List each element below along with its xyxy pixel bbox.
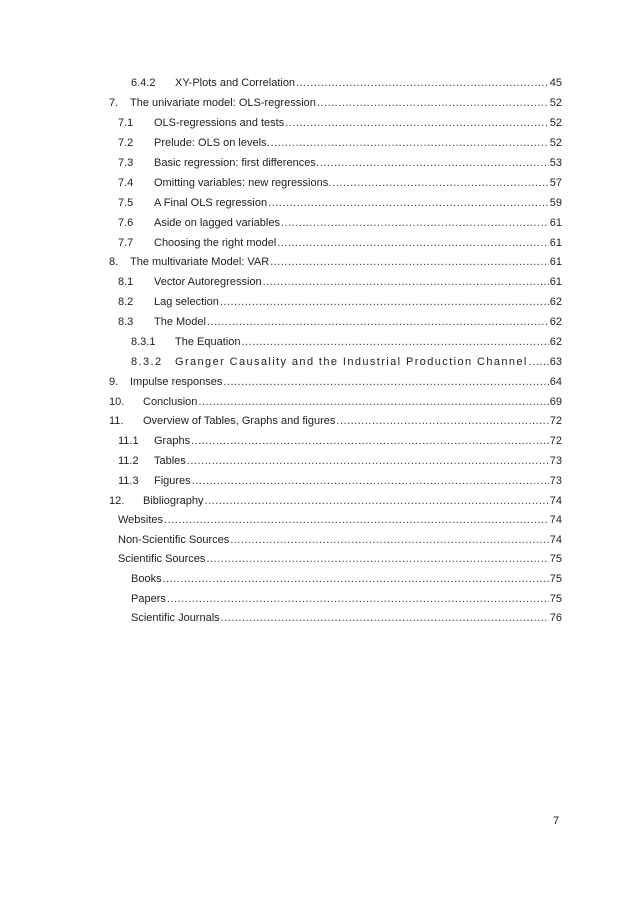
- toc-entry-page: 61: [549, 276, 562, 288]
- toc-entry-number: 7.1: [118, 117, 134, 129]
- toc-entry-page: 61: [549, 217, 562, 229]
- toc-entry-title: Vector Autoregression: [154, 276, 262, 288]
- toc-entry-title: The Model: [154, 316, 206, 328]
- toc-entry-number: 8.2: [118, 296, 134, 308]
- toc-entry-page: 61: [549, 256, 562, 268]
- toc-entry-12[interactable]: [109, 494, 562, 508]
- toc-entry-8-3-2[interactable]: [131, 355, 562, 369]
- dot-leader: [191, 435, 549, 448]
- toc-entry-7-2[interactable]: [118, 136, 562, 150]
- toc-entry-page: 52: [549, 117, 562, 129]
- toc-entry-title: XY-Plots and Correlation: [175, 77, 296, 89]
- toc-entry-page: 72: [549, 415, 562, 427]
- toc-entry-11-3[interactable]: [118, 474, 562, 488]
- toc-entry-7-6[interactable]: [118, 216, 562, 230]
- dot-leader: [320, 157, 549, 170]
- toc-entry-page: 69: [549, 396, 562, 408]
- toc-entry-page: 73: [549, 455, 562, 467]
- toc-entry-8[interactable]: [109, 255, 562, 269]
- dot-leader: [230, 534, 548, 547]
- toc-entry-title: Overview of Tables, Graphs and figures: [143, 415, 336, 427]
- dot-leader: [220, 296, 549, 309]
- dot-leader: [285, 117, 549, 130]
- toc-entry-title: Lag selection: [154, 296, 219, 308]
- toc-entry-page: 75: [549, 593, 562, 605]
- toc-entry-page: 74: [549, 514, 562, 526]
- dot-leader: [241, 336, 548, 349]
- toc-entry-title: A Final OLS regression: [154, 197, 268, 209]
- toc-entry-title: Books: [131, 573, 162, 585]
- toc-entry-title: Impulse responses: [130, 376, 223, 388]
- toc-entry-title: The Equation: [175, 336, 241, 348]
- dot-leader: [167, 593, 549, 606]
- toc-entry-page: 72: [549, 435, 562, 447]
- dot-leader: [187, 455, 549, 468]
- dot-leader: [271, 137, 549, 150]
- toc-entry-number: 11.: [109, 415, 124, 427]
- toc-entry-title: The univariate model: OLS-regression: [130, 97, 316, 109]
- toc-entry-title: Websites: [118, 514, 164, 526]
- toc-entry-9[interactable]: [109, 375, 562, 389]
- toc-entry-number: 7.2: [118, 137, 134, 149]
- dot-leader: [529, 356, 549, 369]
- toc-entry-title: Prelude: OLS on levels.: [154, 137, 270, 149]
- toc-entry-8-3[interactable]: [118, 315, 562, 329]
- dot-leader: [164, 514, 549, 527]
- dot-leader: [223, 376, 548, 389]
- dot-leader: [270, 256, 549, 269]
- toc-entry-7-4[interactable]: [118, 176, 562, 190]
- toc-entry-non-scientific-sources[interactable]: [118, 533, 562, 547]
- toc-entry-number: 11.3: [118, 475, 139, 487]
- toc-entry-number: 7.4: [118, 177, 134, 189]
- toc-entry-page: 75: [549, 553, 562, 565]
- toc-entry-page: 74: [549, 534, 562, 546]
- dot-leader: [206, 553, 548, 566]
- dot-leader: [296, 77, 549, 90]
- toc-entry-number: 7.: [109, 97, 119, 109]
- toc-entry-title: Basic regression: first differences.: [154, 157, 319, 169]
- toc-entry-number: 8.3: [118, 316, 134, 328]
- toc-entry-7-5[interactable]: [118, 196, 562, 210]
- toc-entry-page: 57: [549, 177, 562, 189]
- toc-entry-title: OLS-regressions and tests: [154, 117, 285, 129]
- toc-entry-number: 10.: [109, 396, 125, 408]
- toc-entry-number: 8.3.1: [131, 336, 156, 348]
- dot-leader: [263, 276, 549, 289]
- toc-entry-page: 62: [549, 296, 562, 308]
- toc-entry-page: 45: [549, 77, 562, 89]
- toc-entry-number: 7.5: [118, 197, 134, 209]
- dot-leader: [207, 316, 549, 329]
- dot-leader: [205, 495, 549, 508]
- dot-leader: [332, 177, 548, 190]
- dot-leader: [281, 217, 549, 230]
- toc-entry-11[interactable]: [109, 414, 562, 428]
- toc-entry-title: Scientific Sources: [118, 553, 206, 565]
- toc-entry-number: 8.3.2: [131, 356, 163, 368]
- toc-entry-title: Granger Causality and the Industrial Production Channel: [175, 356, 528, 368]
- dot-leader: [192, 475, 549, 488]
- toc-entry-title: Bibliography: [143, 495, 204, 507]
- toc-entry-page: 75: [549, 573, 562, 585]
- toc-entry-number: 8.: [109, 256, 119, 268]
- toc-entry-title: Graphs: [154, 435, 191, 447]
- toc-entry-title: Choosing the right model: [154, 237, 277, 249]
- toc-entry-title: Omitting variables: new regressions.: [154, 177, 332, 189]
- toc-entry-number: 9.: [109, 376, 119, 388]
- dot-leader: [268, 197, 549, 210]
- toc-entry-page: 73: [549, 475, 562, 487]
- dot-leader: [198, 396, 548, 409]
- toc-entry-7-3[interactable]: [118, 156, 562, 170]
- toc-entry-title: Papers: [131, 593, 166, 605]
- dot-leader: [336, 415, 548, 428]
- toc-entry-10[interactable]: [109, 395, 562, 409]
- toc-entry-number: 7.6: [118, 217, 134, 229]
- toc-entry-title: Conclusion: [143, 396, 198, 408]
- toc-entry-page: 62: [549, 336, 562, 348]
- toc-entry-page: 63: [549, 356, 562, 368]
- dot-leader: [277, 237, 548, 250]
- toc-entry-number: 8.1: [118, 276, 134, 288]
- dot-leader: [221, 612, 549, 625]
- toc-entry-page: 53: [549, 157, 562, 169]
- toc-entry-8-1[interactable]: [118, 275, 562, 289]
- toc-entry-page: 59: [549, 197, 562, 209]
- toc-entry-11-2[interactable]: [118, 454, 562, 468]
- toc-entry-number: 12.: [109, 495, 125, 507]
- toc-entry-page: 61: [549, 237, 562, 249]
- toc-entry-page: 64: [549, 376, 562, 388]
- toc-entry-page: 62: [549, 316, 562, 328]
- toc-entry-7-1[interactable]: [118, 116, 562, 130]
- toc-entry-8-2[interactable]: [118, 295, 562, 309]
- toc-entry-title: Scientific Journals: [131, 612, 220, 624]
- toc-entry-title: Non-Scientific Sources: [118, 534, 230, 546]
- page-number: 7: [553, 815, 560, 827]
- toc-entry-number: 7.3: [118, 157, 134, 169]
- toc-entry-scientific-sources[interactable]: [118, 552, 562, 566]
- dot-leader: [317, 97, 549, 110]
- toc-entry-number: 6.4.2: [131, 77, 156, 89]
- toc-entry-title: Tables: [154, 455, 186, 467]
- toc-entry-scientific-journals[interactable]: [131, 611, 562, 625]
- toc-entry-page: 52: [549, 97, 562, 109]
- toc-entry-number: 7.7: [118, 237, 134, 249]
- toc-entry-title: The multivariate Model: VAR: [130, 256, 270, 268]
- toc-entry-8-3-1[interactable]: [131, 335, 562, 349]
- toc-entry-title: Aside on lagged variables: [154, 217, 280, 229]
- toc-entry-number: 11.2: [118, 455, 139, 467]
- toc-entry-number: 11.1: [118, 435, 139, 447]
- toc-entry-title: Figures: [154, 475, 191, 487]
- dot-leader: [163, 573, 549, 586]
- toc-entry-page: 76: [549, 612, 562, 624]
- toc-entry-papers[interactable]: [131, 592, 562, 606]
- toc-entry-websites[interactable]: [118, 513, 562, 527]
- toc-entry-7[interactable]: [109, 96, 562, 110]
- toc-entry-6-4-2[interactable]: [131, 76, 562, 90]
- toc-entry-7-7[interactable]: [118, 236, 562, 250]
- toc-entry-books[interactable]: [131, 572, 562, 586]
- toc-entry-11-1[interactable]: [118, 434, 562, 448]
- toc-entry-page: 52: [549, 137, 562, 149]
- toc-entry-page: 74: [549, 495, 562, 507]
